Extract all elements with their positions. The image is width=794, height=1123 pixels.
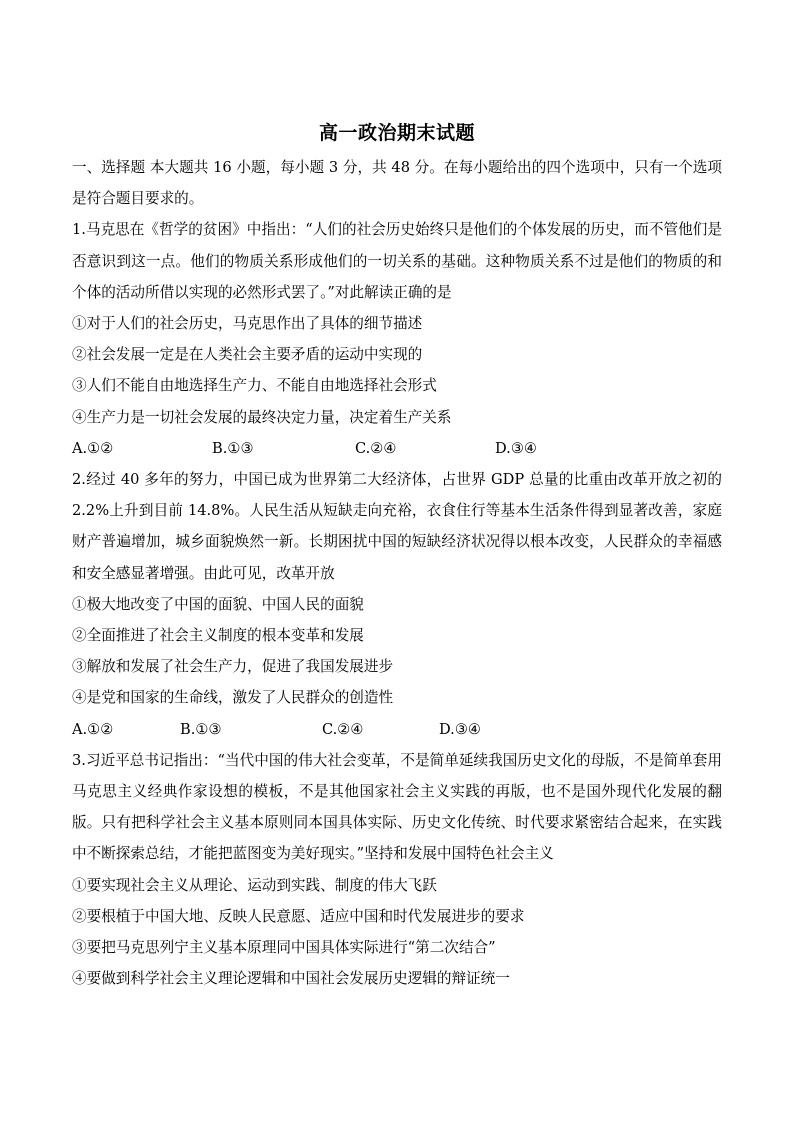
- question-stem: 2.经过 40 多年的努力，中国已成为世界第二大经济体，占世界 GDP 总量的比重由改革开放之初的 2.2%上升到目前 14.8%。人民生活从短缺走向充裕，衣食住行等基本生活条件得到显著改善，家庭财产普遍增加，城乡面貌焕然一新。长期困扰中国的短缺经济状况得以根本改变，人民群众的幸福感和安全感显著增强。由此可见，改革开放: [72, 471, 722, 582]
- answer-choice-b: B.①③: [180, 720, 222, 738]
- exam-page: [72, 118, 722, 994]
- statement-option: ③要把马克思列宁主义基本原理同中国具体实际进行“第二次结合”: [72, 939, 496, 957]
- question-stem: 1.马克思在《哲学的贫困》中指出：“人们的社会历史始终只是他们的个体发展的历史，而不管他们是否意识到这一点。他们的物质关系形成他们的一切关系的基础。这种物质关系不过是他们的物质的和个体的活动所借以实现的必然形式罢了。”对此解读正确的是: [72, 221, 722, 301]
- statement-option: ③解放和发展了社会生产力，促进了我国发展进步: [72, 658, 394, 676]
- answer-choice-a: A.①②: [72, 720, 114, 738]
- statement-option: ④是党和国家的生命线，激发了人民群众的创造性: [72, 689, 394, 707]
- answer-choice-d: D.③④: [495, 439, 537, 457]
- statement-option: ③人们不能自由地选择生产力、不能自由地选择社会形式: [72, 377, 437, 395]
- answer-choices: [72, 714, 722, 745]
- question-1: [72, 214, 722, 464]
- answer-choice-a: A.①②: [72, 439, 114, 457]
- statement-option: ①要实现社会主义从理论、运动到实践、制度的伟大飞跃: [72, 876, 437, 894]
- statement-option: ①极大地改变了中国的面貌、中国人民的面貌: [72, 595, 364, 613]
- statement-option: ②要根植于中国大地、反映人民意愿、适应中国和时代发展进步的要求: [72, 907, 525, 925]
- answer-choice-d: D.③④: [439, 720, 481, 738]
- exam-title: 高一政治期末试题: [318, 122, 475, 144]
- question-stem: 3.习近平总书记指出：“当代中国的伟大社会变革，不是简单延续我国历史文化的母版，不是简单套用马克思主义经典作家设想的模板，不是其他国家社会主义实践的再版，也不是国外现代化发展的翻版。只有把科学社会主义基本原则同本国具体实际、历史文化传统、时代要求紧密结合起来，在实践中不断探索总结，才能把蓝图变为美好现实。”坚持和发展中国特色社会主义: [72, 751, 722, 863]
- answer-choice-c: C.②④: [355, 439, 397, 457]
- statement-option: ①对于人们的社会历史，马克思作出了具体的细节描述: [72, 315, 423, 333]
- statement-option: ④要做到科学社会主义理论逻辑和中国社会发展历史逻辑的辩证统一: [72, 970, 510, 988]
- question-2: [72, 464, 722, 745]
- answer-choice-c: C.②④: [322, 720, 364, 738]
- answer-choices: [72, 433, 722, 464]
- question-3: [72, 745, 722, 995]
- statement-option: ②社会发展一定是在人类社会主要矛盾的运动中实现的: [72, 346, 423, 364]
- statement-option: ②全面推进了社会主义制度的根本变革和发展: [72, 627, 364, 645]
- section-instructions: 一、选择题 本大题共 16 小题，每小题 3 分，共 48 分。在每小题给出的四个选项中，只有一个选项是符合题目要求的。: [72, 159, 722, 208]
- answer-choice-b: B.①③: [212, 439, 254, 457]
- statement-option: ④生产力是一切社会发展的最终决定力量，决定着生产关系: [72, 408, 452, 426]
